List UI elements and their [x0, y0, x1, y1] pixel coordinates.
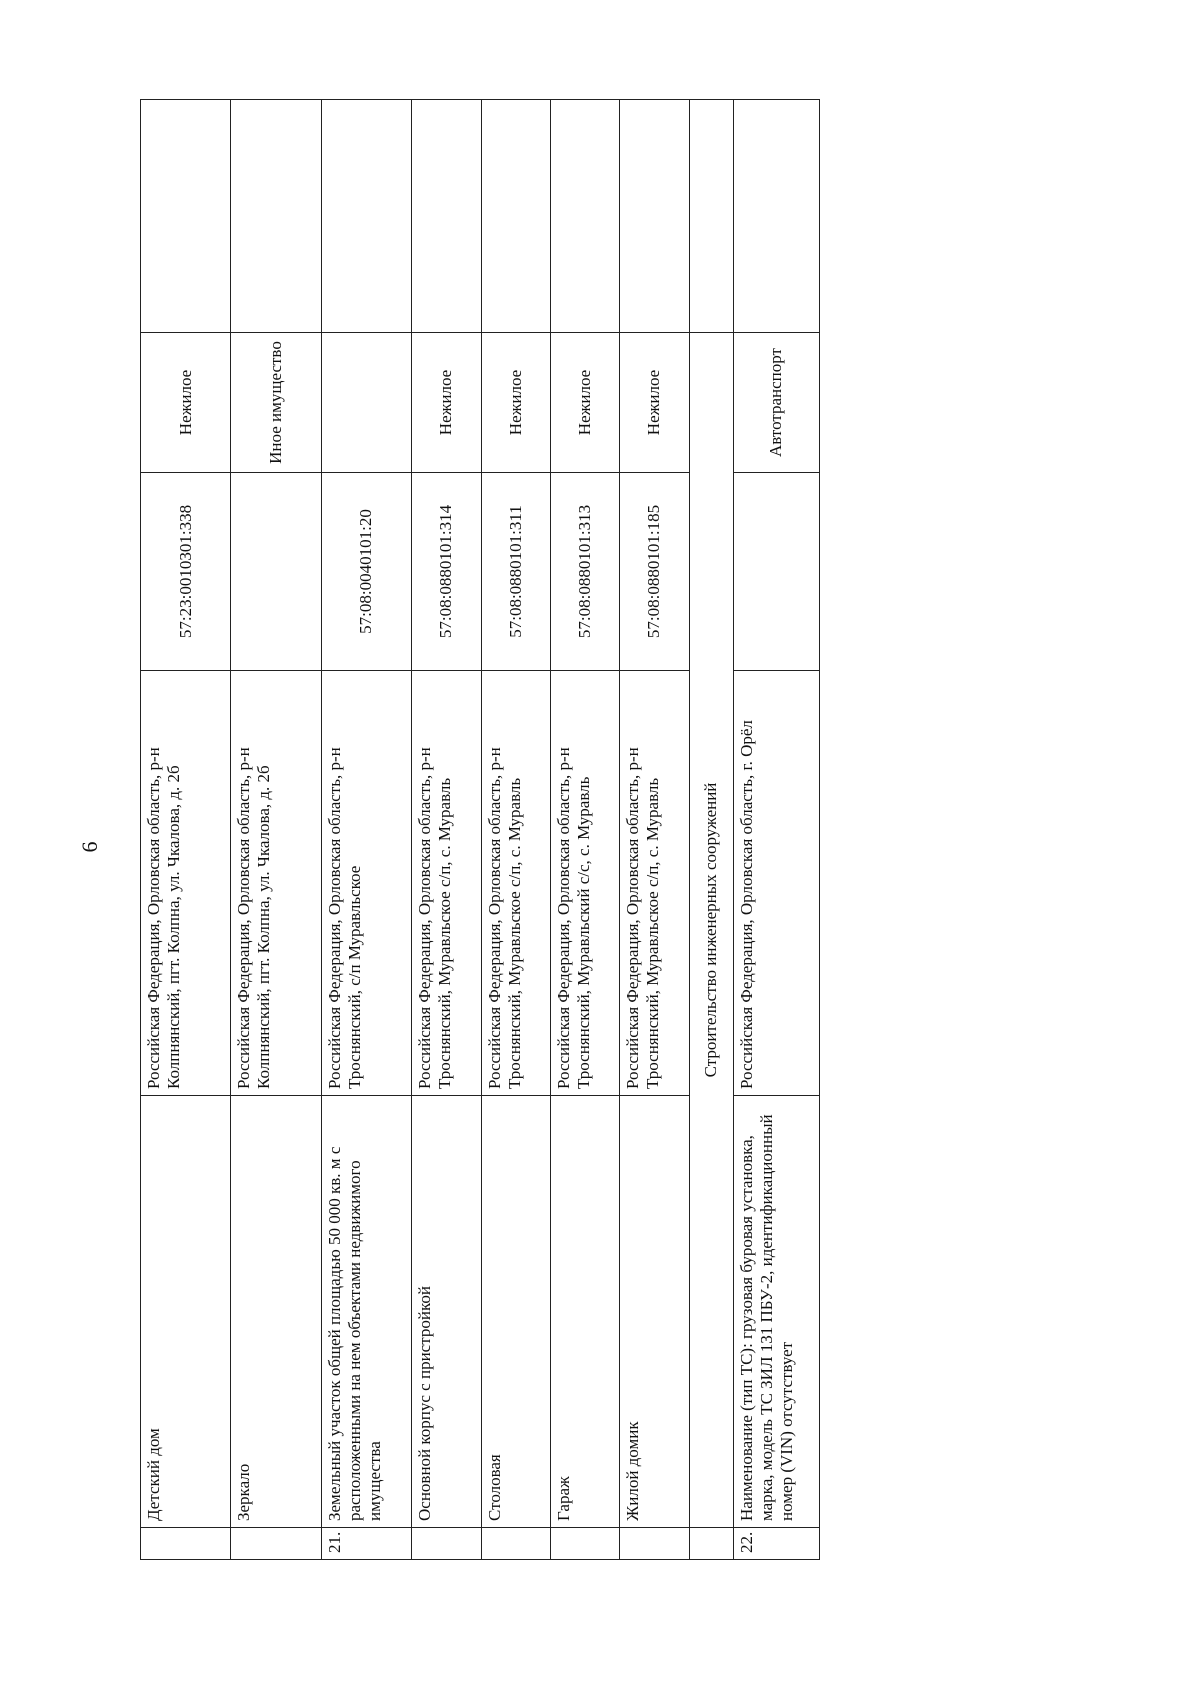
cadastral-number	[733, 473, 819, 671]
object-type: Нежилое	[481, 333, 550, 473]
row-number	[141, 1528, 231, 1560]
extra-cell	[620, 100, 689, 333]
row-number	[412, 1528, 481, 1560]
row-number	[620, 1528, 689, 1560]
object-name: Зеркало	[231, 1096, 321, 1528]
extra-cell	[481, 100, 550, 333]
object-type: Иное имущество	[231, 333, 321, 473]
extra-cell	[412, 100, 481, 333]
object-type: Нежилое	[412, 333, 481, 473]
property-table-rotated	[140, 100, 820, 1560]
object-address: Российская Федерация, Орловская область, г. Орёл	[733, 671, 819, 1096]
table-row	[733, 100, 819, 1560]
object-name: Гараж	[550, 1096, 619, 1528]
object-type	[321, 333, 411, 473]
object-type: Нежилое	[550, 333, 619, 473]
object-address: Российская Федерация, Орловская область, р-н Колпнянский, пгт. Колпна, ул. Чкалова, д. 2б	[141, 671, 231, 1096]
section-row	[689, 100, 733, 1560]
object-name: Столовая	[481, 1096, 550, 1528]
table-row	[620, 100, 689, 1560]
object-name: Наименование (тип ТС): грузовая буровая установка, марка, модель ТС ЗИЛ 131 ПБУ-2, идентификационный номер (VIN) отсутствует	[733, 1096, 819, 1528]
section-heading: Строительство инженерных сооружений	[689, 333, 733, 1528]
table-row	[231, 100, 321, 1560]
table-row	[550, 100, 619, 1560]
table-row	[412, 100, 481, 1560]
object-name: Основной корпус с пристройкой	[412, 1096, 481, 1528]
extra-cell	[733, 100, 819, 333]
object-address: Российская Федерация, Орловская область, р-н Троснянский, Муравльский с/с, с. Муравль	[550, 671, 619, 1096]
row-number: 22.	[733, 1528, 819, 1560]
cadastral-number: 57:08:0880101:314	[412, 473, 481, 671]
extra-cell	[141, 100, 231, 333]
cadastral-number: 57:08:0040101:20	[321, 473, 411, 671]
page-number: 6	[77, 841, 102, 853]
object-name: Земельный участок общей площадью 50 000 кв. м с расположенными на нем объектами недвижимого имущества	[321, 1096, 411, 1528]
object-address: Российская Федерация, Орловская область, р-н Троснянский, с/п Муравльское	[321, 671, 411, 1096]
row-number	[481, 1528, 550, 1560]
cadastral-number: 57:08:0880101:311	[481, 473, 550, 671]
object-name: Жилой домик	[620, 1096, 689, 1528]
cadastral-number	[231, 473, 321, 671]
row-number: 21.	[321, 1528, 411, 1560]
object-address: Российская Федерация, Орловская область, р-н Троснянский, Муравльское с/п, с. Муравль	[412, 671, 481, 1096]
section-number-cell	[689, 1528, 733, 1560]
cadastral-number: 57:08:0880101:185	[620, 473, 689, 671]
cadastral-number: 57:23:0010301:338	[141, 473, 231, 671]
extra-cell	[550, 100, 619, 333]
object-type: Автотранспорт	[733, 333, 819, 473]
object-type: Нежилое	[620, 333, 689, 473]
extra-cell	[321, 100, 411, 333]
object-address: Российская Федерация, Орловская область, р-н Троснянский, Муравльское с/п, с. Муравль	[620, 671, 689, 1096]
table-row	[321, 100, 411, 1560]
object-address: Российская Федерация, Орловская область, р-н Троснянский, Муравльское с/п, с. Муравль	[481, 671, 550, 1096]
property-table	[140, 99, 820, 1560]
extra-cell	[231, 100, 321, 333]
table-row	[481, 100, 550, 1560]
row-number	[231, 1528, 321, 1560]
object-address: Российская Федерация, Орловская область, р-н Колпнянский, пгт. Колпна, ул. Чкалова, д. 2б	[231, 671, 321, 1096]
row-number	[550, 1528, 619, 1560]
extra-cell	[689, 100, 733, 333]
cadastral-number: 57:08:0880101:313	[550, 473, 619, 671]
object-type: Нежилое	[141, 333, 231, 473]
table-row	[141, 100, 231, 1560]
object-name: Детский дом	[141, 1096, 231, 1528]
